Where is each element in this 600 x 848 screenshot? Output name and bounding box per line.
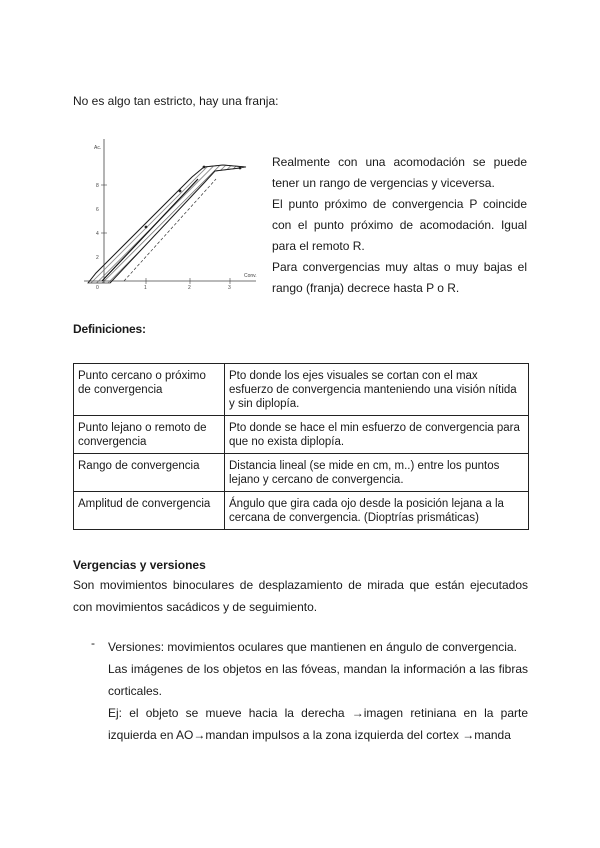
definition-cell: Pto donde los ejes visuales se cortan con el max esfuerzo de convergencia manteniendo una visión nítida y sin diplopía. <box>225 364 529 416</box>
explanation-paragraph: Para convergencias muy altas o muy bajas el rango (franja) decrece hasta P o R. <box>272 260 527 295</box>
term-cell: Punto cercano o próximo de convergencia <box>74 364 225 416</box>
definition-cell: Ángulo que gira cada ojo desde la posición lejana a la cercana de convergencia. (Dioptrías prismáticas) <box>225 492 529 530</box>
explanation-paragraph: El punto próximo de convergencia P coincide con el punto próximo de acomodación. Igual para el remoto R. <box>272 197 527 253</box>
bullet-line: Las imágenes de los objetos en las fóveas, mandan la información a las fibras corticales. <box>108 662 528 698</box>
vergencias-heading: Vergencias y versiones <box>73 558 206 572</box>
y-tick: 2 <box>96 255 99 261</box>
figure-explanation <box>272 152 527 299</box>
x-tick: 3 <box>228 285 231 290</box>
table-row <box>74 416 529 454</box>
table-row <box>74 364 529 416</box>
y-tick: 4 <box>96 231 99 237</box>
term-cell: Amplitud de convergencia <box>74 492 225 530</box>
x-axis-label: Conv. <box>244 273 257 279</box>
y-axis-label: Ac. <box>94 145 102 151</box>
bullet-line: Ej: el objeto se mueve hacia la derecha →imagen retiniana en la parte izquierda en AO→mandan impulsos a la zona izquierda del cortex →manda <box>108 706 528 742</box>
definition-cell: Distancia lineal (se mide en cm, m..) entre los puntos lejano y cercano de convergencia. <box>225 454 529 492</box>
definitions-table <box>73 363 529 530</box>
definition-cell: Pto donde se hace el min esfuerzo de convergencia para que no exista diplopía. <box>225 416 529 454</box>
bullet-item <box>108 636 528 746</box>
x-tick: 1 <box>144 285 147 290</box>
x-tick: 0 <box>96 285 99 290</box>
y-tick: 6 <box>96 207 99 213</box>
term-cell: Rango de convergencia <box>74 454 225 492</box>
bullet-marker: - <box>91 636 95 650</box>
x-tick: 2 <box>188 285 191 290</box>
y-tick: 8 <box>96 183 99 189</box>
convergence-accommodation-graph-icon <box>80 135 262 290</box>
bullet-line: Versiones: movimientos oculares que mantienen en ángulo de convergencia. <box>108 640 517 654</box>
vergencias-paragraph: Son movimientos binoculares de desplazamiento de mirada que están ejecutados con movimientos sacádicos y de seguimiento. <box>73 578 528 614</box>
table-row <box>74 492 529 530</box>
term-cell: Punto lejano o remoto de convergencia <box>74 416 225 454</box>
explanation-paragraph: Realmente con una acomodación se puede tener un rango de vergencias y viceversa. <box>272 155 527 190</box>
definitions-heading: Definiciones: <box>73 322 146 336</box>
intro-text: No es algo tan estricto, hay una franja: <box>73 94 279 108</box>
table-row <box>74 454 529 492</box>
